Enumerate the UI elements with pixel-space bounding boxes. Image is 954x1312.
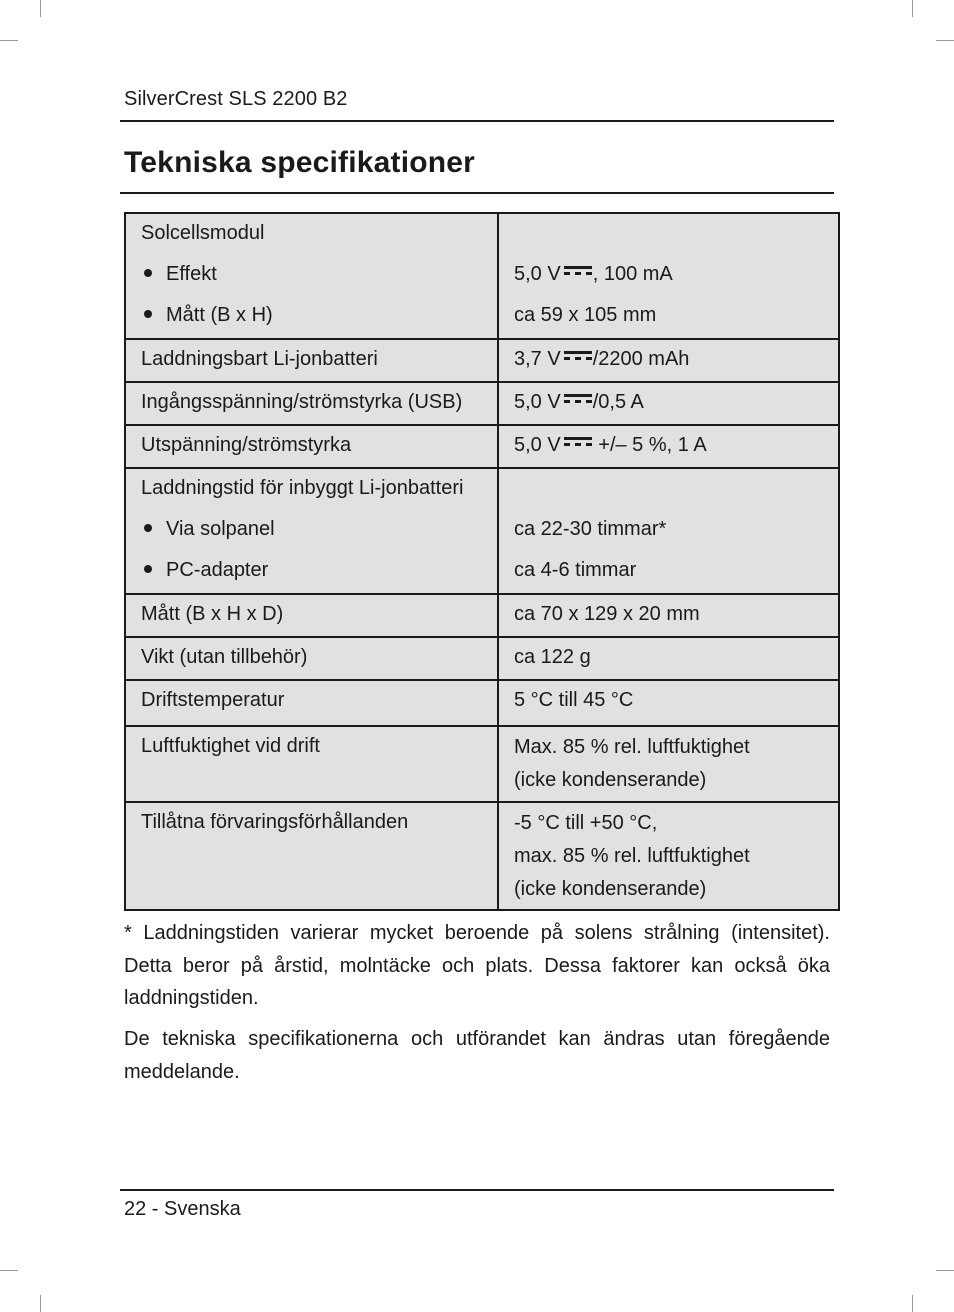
table-row bbox=[125, 425, 839, 468]
spec-value: -5 °C till +50 °C, max. 85 % rel. luftfuktighet (icke kondenserande) bbox=[498, 802, 839, 910]
spec-value: 5,0 V /0,5 A bbox=[498, 382, 839, 425]
document-header: SilverCrest SLS 2200 B2 bbox=[124, 88, 348, 110]
spec-label: Utspänning/strömstyrka bbox=[125, 425, 498, 468]
table-row bbox=[125, 339, 839, 382]
list-item: Via solpanel bbox=[141, 514, 483, 544]
spec-label bbox=[125, 468, 498, 594]
direct-current-icon bbox=[564, 391, 592, 405]
list-item: Mått (B x H) bbox=[141, 300, 483, 330]
spec-value bbox=[498, 213, 839, 339]
spec-label: Laddningsbart Li-jonbatteri bbox=[125, 339, 498, 382]
solar-module-label: Solcellsmodul bbox=[141, 222, 265, 244]
crop-mark bbox=[912, 1295, 913, 1312]
crop-mark bbox=[40, 0, 41, 17]
footnote: * Laddningstiden varierar mycket beroende på solens strålning (intensitet). Detta beror på årstid, molntäcke och plats. Dessa faktorer kan också öka laddningstiden. bbox=[124, 922, 830, 1009]
table-row bbox=[125, 594, 839, 637]
spec-value: Max. 85 % rel. luftfuktighet (icke kondenserande) bbox=[498, 726, 839, 802]
crop-mark bbox=[936, 40, 954, 41]
disclaimer: De tekniska specifikationerna och utförandet kan ändras utan föregående meddelande. bbox=[124, 1028, 830, 1083]
direct-current-icon bbox=[564, 263, 592, 277]
module-size-value: ca 59 x 105 mm bbox=[514, 304, 657, 326]
table-row bbox=[125, 680, 839, 726]
header-rule bbox=[120, 120, 834, 122]
table-row bbox=[125, 213, 839, 339]
direct-current-icon bbox=[564, 348, 592, 362]
spec-table bbox=[124, 212, 840, 911]
crop-mark bbox=[0, 40, 18, 41]
spec-label: Mått (B x H x D) bbox=[125, 594, 498, 637]
bullet-icon bbox=[144, 310, 152, 318]
solar-charging-value: ca 22-30 timmar* bbox=[514, 518, 667, 540]
spec-value: ca 122 g bbox=[498, 637, 839, 680]
list-item: PC-adapter bbox=[141, 555, 483, 585]
table-row bbox=[125, 468, 839, 594]
title-rule bbox=[120, 192, 834, 194]
page-title: Tekniska specifikationer bbox=[124, 146, 476, 179]
page-number: 22 - Svenska bbox=[124, 1198, 241, 1220]
pc-charging-value: ca 4-6 timmar bbox=[514, 559, 637, 581]
spec-value: ca 70 x 129 x 20 mm bbox=[498, 594, 839, 637]
table-row bbox=[125, 802, 839, 910]
spec-label: Ingångsspänning/strömstyrka (USB) bbox=[125, 382, 498, 425]
crop-mark bbox=[40, 1295, 41, 1312]
crop-mark bbox=[0, 1270, 18, 1271]
table-row bbox=[125, 637, 839, 680]
charging-time-label: Laddningstid för inbyggt Li-jonbatteri bbox=[141, 477, 464, 499]
spec-value: 3,7 V /2200 mAh bbox=[498, 339, 839, 382]
crop-mark bbox=[912, 0, 913, 17]
footer-rule bbox=[120, 1189, 834, 1191]
power-value: 5,0 V , 100 mA bbox=[514, 263, 673, 285]
bullet-icon bbox=[144, 269, 152, 277]
spec-label: Driftstemperatur bbox=[125, 680, 498, 726]
list-item: Effekt bbox=[141, 259, 483, 289]
crop-mark bbox=[936, 1270, 954, 1271]
spec-label: Luftfuktighet vid drift bbox=[125, 726, 498, 802]
spec-label: Tillåtna förvaringsförhållanden bbox=[125, 802, 498, 910]
spec-value: 5 °C till 45 °C bbox=[498, 680, 839, 726]
bullet-icon bbox=[144, 565, 152, 573]
table-row bbox=[125, 382, 839, 425]
spec-value bbox=[498, 468, 839, 594]
spec-label: Vikt (utan tillbehör) bbox=[125, 637, 498, 680]
direct-current-icon bbox=[564, 434, 592, 448]
table-row bbox=[125, 726, 839, 802]
bullet-icon bbox=[144, 524, 152, 532]
spec-label bbox=[125, 213, 498, 339]
spec-value: 5,0 V +/– 5 %, 1 A bbox=[498, 425, 839, 468]
